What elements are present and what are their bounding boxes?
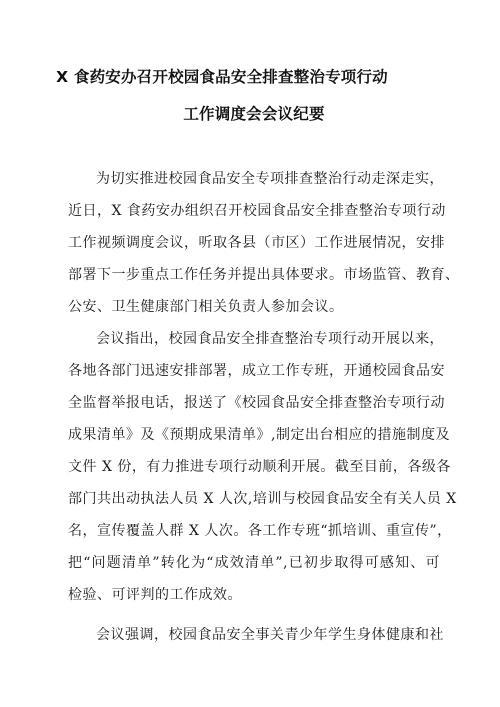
paragraph-2-line-1: 会议指出，校园食品安全排查整治专项行动开展以来， bbox=[96, 331, 444, 347]
paragraph-1-line-4: 部署下一步重点工作任务并提出具体要求。市场监管、教育、 bbox=[68, 267, 460, 283]
paragraph-3-line-1: 会议强调，校园食品安全事关青少年学生身体健康和社 bbox=[96, 627, 444, 643]
paragraph-2-line-2: 各地各部门迅速安排部署，成立工作专班，开通校园食品安 bbox=[68, 363, 445, 379]
paragraph-2-line-3: 全监督举报电话，报送了《校园食品安全排查整治专项行动 bbox=[68, 395, 445, 411]
paragraph-2-line-7: 名，宣传覆盖人群 X 人次。各工作专班“抓培训、重宣传”， bbox=[68, 523, 452, 539]
document-title-line-1: X 食药安办召开校园食品安全排查整治专项行动 bbox=[56, 68, 388, 86]
paragraph-2-line-5: 文件 X 份，有力推进专项行动顺利开展。截至目前，各级各 bbox=[68, 459, 451, 475]
paragraph-2-line-6: 部门共出动执法人员 X 人次,培训与校园食品安全有关人员 X bbox=[68, 491, 457, 507]
paragraph-2-line-8: 把“问题清单”转化为“成效清单”,已初步取得可感知、可 bbox=[68, 555, 440, 571]
paragraph-1-line-3: 工作视频调度会议，听取各县（市区）工作进展情况，安排 bbox=[68, 235, 445, 251]
paragraph-1-line-1: 为切实推进校园食品安全专项排查整治行动走深走实， bbox=[96, 171, 444, 187]
paragraph-2-line-9: 检验、可评判的工作成效。 bbox=[68, 587, 242, 603]
paragraph-1-line-2: 近日，X 食药安办组织召开校园食品安全排查整治专项行动 bbox=[68, 203, 446, 219]
document-title-line-2: 工作调度会会议纪要 bbox=[183, 105, 325, 123]
paragraph-1-line-5: 公安、卫生健康部门相关负责人参加会议。 bbox=[68, 299, 344, 315]
paragraph-2-line-4: 成果清单》及《预期成果清单》,制定出台相应的措施制度及 bbox=[68, 427, 450, 443]
